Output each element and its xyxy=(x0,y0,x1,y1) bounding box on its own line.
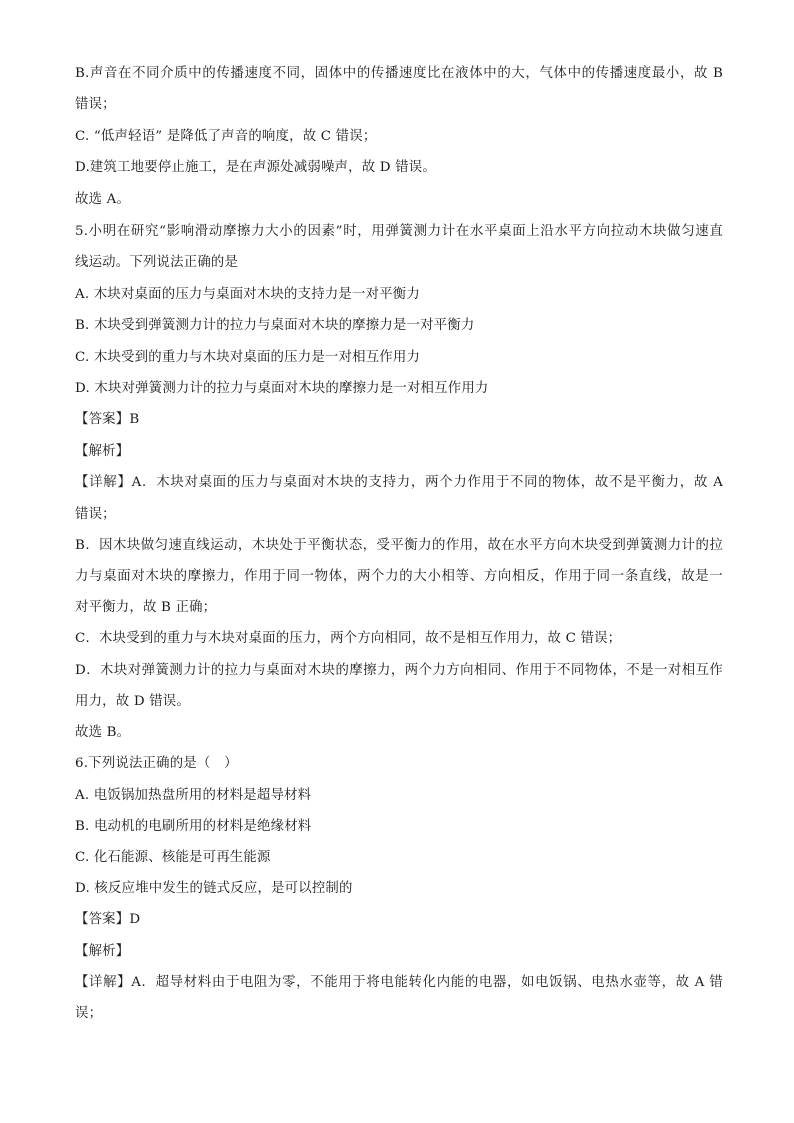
detail-line: 用力，故 D 错误。 xyxy=(75,694,190,709)
detail-line: D．木块对弹簧测力计的拉力与桌面对木块的摩擦力，两个力方向相同、作用于不同物体，不是一对相互作 xyxy=(75,663,723,678)
detail-line: 【详解】A．超导材料由于电阻为零，不能用于将电能转化内能的电器，如电饭锅、电热水壶等，故 A 错 xyxy=(75,975,723,990)
question-6-stem: 6.下列说法正确的是（ ） xyxy=(75,756,238,771)
detail-line: 误； xyxy=(75,1006,103,1021)
text-line: B.声音在不同介质中的传播速度不同，固体中的传播速度比在液体中的大，气体中的传播速度最小，故 B xyxy=(75,66,723,81)
question-5-option-b: B. 木块受到弹簧测力计的拉力与桌面对木块的摩擦力是一对平衡力 xyxy=(75,318,475,333)
question-6-option-a: A. 电饭锅加热盘所用的材料是超导材料 xyxy=(75,788,312,803)
text-line: C. “低声轻语” 是降低了声音的响度，故 C 错误； xyxy=(75,129,377,144)
question-6-option-c: C. 化石能源、核能是可再生能源 xyxy=(75,850,271,865)
text-line: D.建筑工地要停止施工，是在声源处减弱噪声，故 D 错误。 xyxy=(75,160,436,175)
answer-label: 【答案】B xyxy=(75,412,140,427)
detail-line: C．木块受到的重力与木块对桌面的压力，两个方向相同，故不是相互作用力，故 C 错误； xyxy=(75,631,622,646)
question-5-option-a: A. 木块对桌面的压力与桌面对木块的支持力是一对平衡力 xyxy=(75,287,420,302)
question-5-stem: 线运动。下列说法正确的是 xyxy=(75,255,239,270)
question-5-option-d: D. 木块对弹簧测力计的拉力与桌面对木块的摩擦力是一对相互作用力 xyxy=(75,381,489,396)
answer-label: 【答案】D xyxy=(75,912,141,927)
question-5-stem: 5.小明在研究“影响滑动摩擦力大小的因素”时，用弹簧测力计在水平桌面上沿水平方向拉动木块做匀速直 xyxy=(75,224,723,239)
analysis-label: 【解析】 xyxy=(75,444,130,459)
detail-line: 故选 B。 xyxy=(75,725,131,740)
question-5-option-c: C. 木块受到的重力与木块对桌面的压力是一对相互作用力 xyxy=(75,350,421,365)
detail-line: 力与桌面对木块的摩擦力，作用于同一物体，两个力的大小相等、方向相反，作用于同一条直线，故是一 xyxy=(75,569,723,584)
analysis-label: 【解析】 xyxy=(75,944,130,959)
question-6-option-b: B. 电动机的电刷所用的材料是绝缘材料 xyxy=(75,819,312,834)
detail-line: 错误； xyxy=(75,507,116,522)
detail-line: B．因木块做匀速直线运动，木块处于平衡状态，受平衡力的作用，故在水平方向木块受到弹簧测力计的拉 xyxy=(75,538,723,553)
text-line: 故选 A。 xyxy=(75,192,131,207)
text-line: 错误； xyxy=(75,97,116,112)
question-6-option-d: D. 核反应堆中发生的链式反应，是可以控制的 xyxy=(75,881,353,896)
detail-line: 【详解】A．木块对桌面的压力与桌面对木块的支持力，两个力作用于不同的物体，故不是平衡力，故 A xyxy=(75,475,723,490)
detail-line: 对平衡力，故 B 正确； xyxy=(75,600,217,615)
